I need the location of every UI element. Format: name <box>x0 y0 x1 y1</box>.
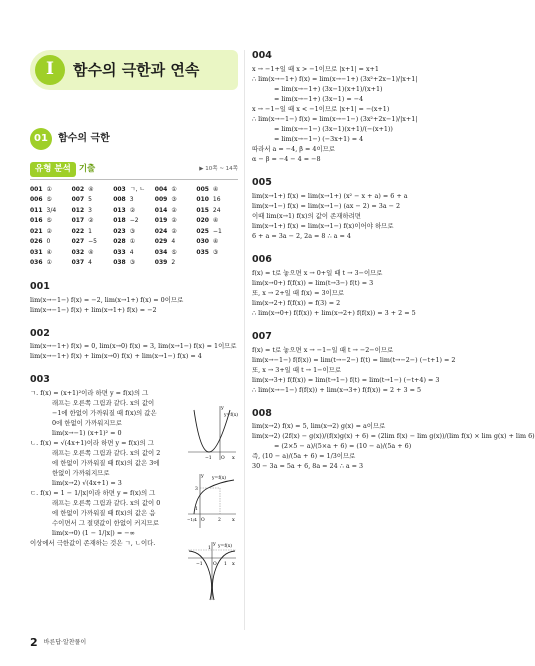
graph-3-origin: O <box>213 562 217 567</box>
answer-number: 017 <box>71 217 85 225</box>
answer-number: 020 <box>196 217 209 225</box>
solution-title: 007 <box>252 330 272 342</box>
answer-cell <box>30 249 72 257</box>
solution-line: lim(x→−1−) f(f(x)) = lim(t→−2−) f(t) = lim(t→−2−) (−t+1) = 2 <box>252 355 456 364</box>
solution-title: 003 <box>30 374 50 386</box>
answer-number: 019 <box>154 217 168 225</box>
solution-line: 한없이 가까워지므로 <box>52 469 110 478</box>
solution-line: = lim(x→−1−) (−3x+1) = 4 <box>274 134 364 143</box>
answer-number: 016 <box>30 217 43 225</box>
answer-value: 16 <box>212 196 221 204</box>
answer-number: 030 <box>196 238 209 246</box>
answer-cell <box>155 196 197 204</box>
answer-value: 0 <box>46 238 51 246</box>
solution-line: 또, x → 3+일 때 t → 1−이므로 <box>252 365 342 374</box>
solution-002 <box>30 328 238 361</box>
footer-label: 바른답·알찬풀이 <box>43 639 87 647</box>
answer-number: 006 <box>30 196 43 204</box>
graph-2 <box>186 470 238 532</box>
answer-number: 036 <box>30 259 43 267</box>
page-range: ▶ 10쪽 ~ 14쪽 <box>199 165 238 172</box>
section-header <box>30 128 238 150</box>
answer-number: 031 <box>30 248 43 256</box>
solution-line: −1에 한없이 가까워질 때 f(x)의 값은 <box>52 409 157 418</box>
answer-number: 009 <box>154 196 168 204</box>
solution-line: f(x) = t로 놓으면 x → 0+일 때 t → 3−이므로 <box>252 268 383 277</box>
solution-line: f(x) = t로 놓으면 x → −1−일 때 t → −2−이므로 <box>252 345 394 354</box>
solution-line: lim(x→2) f(x) = 5, lim(x→2) g(x) = a이므로 <box>252 422 386 431</box>
answer-cell <box>155 249 197 257</box>
solution-001 <box>30 281 238 314</box>
answer-cell <box>30 238 72 246</box>
graph-1-tick-m1: −1 <box>205 456 212 461</box>
answer-cell <box>113 217 155 225</box>
answer-value: ③ <box>129 259 136 267</box>
solution-008 <box>252 407 535 471</box>
answer-number: 024 <box>154 227 168 235</box>
answer-cell <box>72 249 114 257</box>
graph-1-func: y=f(x) <box>224 413 239 418</box>
answer-value: ② <box>88 217 94 225</box>
answer-cell <box>113 186 155 194</box>
solution-line: = lim(x→−1+) (3x−1) = −4 <box>274 94 364 103</box>
answer-cell <box>113 196 155 204</box>
solution-line: 즉, (10 − a)/(5a + 6) = 1/3이므로 <box>252 452 356 461</box>
answer-value: ㄱ, ㄴ <box>129 185 146 193</box>
solution-title: 004 <box>252 50 272 61</box>
answer-cell <box>196 249 238 257</box>
graph-2-func: y=f(x) <box>212 476 227 481</box>
solution-line: lim(x→1−) f(x) = lim(x→1−) (ax − 2) = 3a − 2 <box>252 201 401 210</box>
solution-line: x → −1+일 때 x > −1이므로 |x+1| = x+1 <box>252 64 379 73</box>
solution-007 <box>252 331 472 394</box>
solution-line: lim(x→−1−) f(x) = −2, lim(x→1+) f(x) = 0이므로 <box>30 295 184 304</box>
answer-value: ④ <box>88 185 94 193</box>
answer-cell <box>155 228 197 236</box>
graph-2-tick-3: 3 <box>195 487 198 492</box>
answer-value: 4 <box>171 238 176 246</box>
graph-3-xlabel: x <box>232 561 235 567</box>
answer-value: 5 <box>88 196 92 204</box>
solution-line: lim(x→2) (2f(x) − g(x))/(f(x)g(x) + 6) = (2lim f(x) − lim g(x))/(lim f(x) × lim g(x) + lim 6) <box>252 432 535 441</box>
answer-value: −2 <box>129 217 139 225</box>
answer-value: ① <box>129 238 136 246</box>
answer-value: ① <box>171 185 177 193</box>
answer-cell <box>113 238 155 246</box>
answer-value: ③ <box>212 248 219 256</box>
solution-title: 008 <box>252 407 272 419</box>
answer-value: ① <box>46 185 52 193</box>
solution-line: 30 − 3a = 5a + 6, 8a = 24 ∴ a = 3 <box>252 462 364 471</box>
answer-value: 24 <box>212 206 221 214</box>
solution-title: 002 <box>30 327 50 339</box>
answer-value: 3 <box>129 196 134 204</box>
graph-2-xlabel: x <box>232 517 235 523</box>
answer-number: 005 <box>196 185 209 193</box>
answer-number: 029 <box>154 238 168 246</box>
solution-line: lim(x→3+) f(f(x)) = lim(t→1−) f(t) = lim(t→1−) (−t+4) = 3 <box>252 375 440 384</box>
chapter-header <box>30 50 238 90</box>
answer-number: 008 <box>113 196 126 204</box>
solution-line: lim(x→1+) f(x) = lim(x→1−) f(x)이어야 하므로 <box>252 221 394 230</box>
answer-cell <box>155 259 197 267</box>
answer-cell <box>196 228 238 236</box>
solution-line: 래프는 오른쪽 그림과 같다. x의 값이 2 <box>52 449 161 458</box>
answer-number: 002 <box>71 185 85 193</box>
solution-line: lim(x→−1+) f(x) + lim(x→0) f(x) + lim(x→1−) f(x) = 4 <box>30 352 202 361</box>
answer-value: 4 <box>88 259 92 267</box>
graph-2-tick-2: 2 <box>218 518 221 523</box>
chapter-number: I <box>35 55 65 85</box>
graph-2-ylabel: y <box>201 473 204 479</box>
solution-005 <box>252 177 472 240</box>
answer-value: −1 <box>212 227 222 235</box>
solution-line: lim(x→−1−) f(x) + lim(x→1+) f(x) = −2 <box>30 305 157 314</box>
answer-number: 025 <box>196 227 209 235</box>
solution-line: lim(x→2+) f(f(x)) = f(3) = 2 <box>252 298 341 307</box>
answer-cell <box>196 196 238 204</box>
answer-cell <box>30 228 72 236</box>
solution-line: 에 한없이 가까워질 때 f(x)의 값은 음 <box>52 509 156 518</box>
answer-number: 038 <box>113 259 126 267</box>
answer-number: 010 <box>196 196 209 204</box>
solution-line: 래프는 오른쪽 그림과 같다. x의 값이 0 <box>52 499 161 508</box>
answer-cell <box>72 186 114 194</box>
solution-line: 따라서 a = −4, β = 4이므로 <box>252 144 335 153</box>
answer-value: ④ <box>212 217 219 225</box>
solution-line: 이때 lim(x→1) f(x)의 값이 존재하려면 <box>252 211 361 220</box>
answer-cell <box>30 207 72 215</box>
solution-line: = lim(x→−1−) (3x−1)(x+1)/(−(x+1)) <box>274 124 393 133</box>
right-column <box>252 50 535 472</box>
answer-value: 3 <box>88 206 92 214</box>
answer-cell <box>72 259 114 267</box>
solution-line: lim(x→2) √(4x+1) = 3 <box>52 479 122 488</box>
solution-006 <box>252 254 472 317</box>
answer-number: 018 <box>113 217 126 225</box>
graph-3-ylabel: y <box>213 541 216 547</box>
answer-value: ② <box>46 227 52 235</box>
answer-value: ④ <box>212 185 219 193</box>
solution-line: 0에 한없이 가까워지므로 <box>52 419 122 428</box>
answer-number: 026 <box>30 238 43 246</box>
answer-cell <box>155 238 197 246</box>
solution-line: lim(x→1+) f(x) = lim(x→1+) (x² − x + a) = 6 + a <box>252 191 408 200</box>
answer-cell <box>113 259 155 267</box>
answer-value: 4 <box>129 248 134 256</box>
solution-line: 래프는 오른쪽 그림과 같다. x의 값이 <box>52 399 155 408</box>
answer-number: 037 <box>71 259 85 267</box>
answer-number: 007 <box>71 196 85 204</box>
solution-line: ∴ lim(x→−1−) f(f(x)) + lim(x→3+) f(f(x)) = 2 + 3 = 5 <box>252 385 422 394</box>
answer-number: 023 <box>113 227 126 235</box>
answer-value: ③ <box>171 196 177 204</box>
solution-line: ㄱ. f(x) = (x+1)²이라 하면 y = f(x)의 그 <box>30 389 149 398</box>
solution-line: 6 + a = 3a − 2, 2a = 8 ∴ a = 4 <box>252 231 351 240</box>
answer-number: 012 <box>71 206 85 214</box>
solution-line: ∴ lim(x→0+) f(f(x)) + lim(x→2+) f(f(x)) = 3 + 2 = 5 <box>252 308 416 317</box>
type-badge: 유형 분석 <box>30 162 76 177</box>
answer-cell <box>72 228 114 236</box>
answer-value: ⑤ <box>171 248 177 256</box>
answer-cell <box>30 217 72 225</box>
answer-number: 028 <box>113 238 126 246</box>
solution-line: α − β = −4 − 4 = −8 <box>252 154 321 163</box>
answer-value: ④ <box>212 238 219 246</box>
answer-cell <box>155 186 197 194</box>
answer-number: 033 <box>113 248 126 256</box>
answer-cell <box>72 196 114 204</box>
answer-value: ④ <box>46 248 52 256</box>
answer-value: ② <box>171 206 177 214</box>
answer-cell <box>155 217 197 225</box>
answer-number: 014 <box>154 206 168 214</box>
solution-title: 005 <box>252 176 272 188</box>
answer-value: −5 <box>88 238 97 246</box>
answer-value: ② <box>171 227 177 235</box>
solution-line: lim(x→−1) (x+1)² = 0 <box>52 429 122 438</box>
solution-004 <box>252 50 472 163</box>
graph-1-ylabel: y <box>221 405 224 411</box>
solution-line: ㄷ. f(x) = 1 − 1/|x|이라 하면 y = f(x)의 그 <box>30 489 156 498</box>
solution-title: 006 <box>252 253 272 265</box>
solution-line: 또, x → 2+일 때 f(x) = 3이므로 <box>252 288 345 297</box>
solution-line: 이상에서 극한값이 존재하는 것은 ㄱ, ㄴ이다. <box>30 539 156 548</box>
solution-line: = lim(x→−1+) (3x−1)(x+1)/(x+1) <box>274 84 383 93</box>
answer-cell <box>30 259 72 267</box>
answer-value: ② <box>129 206 136 214</box>
answer-number: 021 <box>30 227 43 235</box>
solution-line: 수이면서 그 절댓값이 한없이 커지므로 <box>52 519 159 528</box>
solution-line: ∴ lim(x→−1+) f(x) = lim(x→−1+) (3x²+2x−1)/|x+1| <box>252 74 418 83</box>
page-footer <box>30 636 86 650</box>
answer-number: 039 <box>154 259 168 267</box>
solution-line: ∴ lim(x→−1−) f(x) = lim(x→−1−) (3x²+2x−1)/|x+1| <box>252 114 418 123</box>
answer-value: ⑤ <box>46 217 52 225</box>
section-title: 함수의 극한 <box>58 132 110 144</box>
answer-cell <box>196 207 238 215</box>
graph-2-origin: O <box>201 518 205 523</box>
answer-cell <box>113 228 155 236</box>
graph-3-tick-1y: 1 <box>208 546 211 551</box>
graph-3-func: y=f(x) <box>218 544 233 549</box>
section-number: 01 <box>30 128 52 150</box>
solution-line: ㄴ. f(x) = √(4x+1)이라 하면 y = f(x)의 그 <box>30 439 154 448</box>
answer-value: ④ <box>88 248 94 256</box>
answer-number: 011 <box>30 206 43 214</box>
solution-line: lim(x→0+) f(f(x)) = lim(t→3−) f(t) = 3 <box>252 278 374 287</box>
answer-number: 013 <box>113 206 126 214</box>
answer-cell <box>72 217 114 225</box>
answer-value: ② <box>171 217 177 225</box>
answer-grid <box>30 186 238 267</box>
graph-1-origin: O <box>221 456 225 461</box>
answer-number: 034 <box>154 248 168 256</box>
answer-number: 004 <box>154 185 168 193</box>
page-number: 2 <box>30 636 38 649</box>
answer-value: ③ <box>129 227 136 235</box>
answer-cell <box>113 249 155 257</box>
graph-3-tick-m1: −1 <box>196 562 203 567</box>
type-analysis-bar <box>30 162 238 180</box>
solution-line: x → −1−일 때 x < −1이므로 |x+1| = −(x+1) <box>252 104 390 113</box>
answer-number: 015 <box>196 206 209 214</box>
chapter-title: 함수의 극한과 연속 <box>73 60 200 79</box>
answer-number: 035 <box>196 248 209 256</box>
answer-cell <box>196 217 238 225</box>
answer-cell <box>72 238 114 246</box>
answer-value: 3/4 <box>46 206 57 214</box>
solution-line: lim(x→0) (1 − 1/|x|) = −∞ <box>52 529 135 538</box>
graph-2-tick-1: 1 <box>195 507 198 512</box>
answer-number: 022 <box>71 227 85 235</box>
solution-line: lim(x→−1+) f(x) = 0, lim(x→0) f(x) = 3, lim(x→1−) f(x) = 1이므로 <box>30 342 237 351</box>
answer-cell <box>196 186 238 194</box>
graph-3 <box>186 538 238 604</box>
answer-number: 003 <box>113 185 126 193</box>
solution-line: = (2×5 − a)/(5×a + 6) = (10 − a)/(5a + 6) <box>274 442 412 451</box>
answer-cell <box>30 196 72 204</box>
graph-1 <box>186 402 238 462</box>
column-divider <box>244 50 245 630</box>
answer-cell <box>155 207 197 215</box>
answer-cell <box>30 186 72 194</box>
graph-2-tick-m14: −1/4 <box>187 517 197 522</box>
graph-1-xlabel: x <box>232 455 235 461</box>
type-badge-exam: 기출 <box>78 164 96 174</box>
answer-cell <box>113 207 155 215</box>
answer-value: 1 <box>88 227 92 235</box>
answer-value: ⑤ <box>46 196 52 204</box>
answer-value: ① <box>46 259 52 267</box>
answer-cell <box>72 207 114 215</box>
answer-number: 001 <box>30 185 43 193</box>
solution-line: 에 한없이 가까워질 때 f(x)의 값은 3에 <box>52 459 160 468</box>
answer-value: 2 <box>171 259 176 267</box>
solution-title: 001 <box>30 280 50 292</box>
answer-cell <box>196 238 238 246</box>
answer-number: 027 <box>71 238 85 246</box>
graph-3-tick-1x: 1 <box>224 562 227 567</box>
answer-number: 032 <box>71 248 85 256</box>
